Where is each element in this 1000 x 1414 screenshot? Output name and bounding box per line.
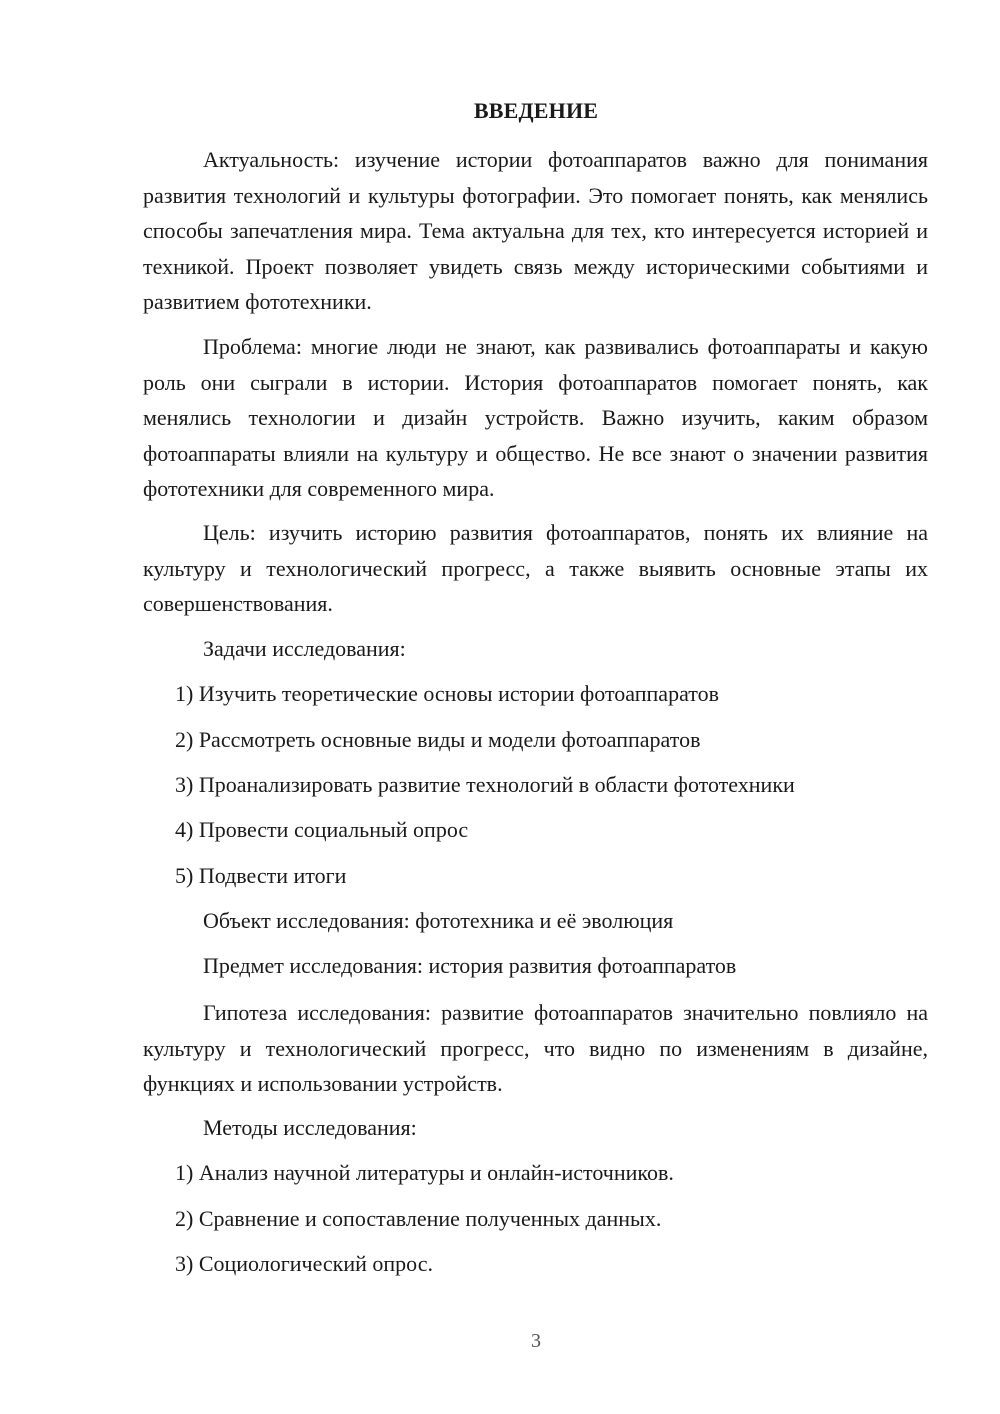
research-subject: Предмет исследования: история развития фотоаппаратов <box>203 953 737 978</box>
research-object: Объект исследования: фототехника и её эволюция <box>203 908 674 933</box>
page-number: 3 <box>531 1330 541 1352</box>
goal-paragraph: Цель: изучить историю развития фотоаппаратов, понять их влияние на культуру и технологический прогресс, а также выявить основные этапы их совершенствования. <box>143 520 928 616</box>
task-item: 4) Провести социальный опрос <box>175 817 469 842</box>
task-item: 2) Рассмотреть основные виды и модели фотоаппаратов <box>175 727 701 752</box>
task-item: 1) Изучить теоретические основы истории фотоаппаратов <box>175 681 719 706</box>
method-item: 1) Анализ научной литературы и онлайн-источников. <box>175 1160 674 1185</box>
hypothesis-paragraph: Гипотеза исследования: развитие фотоаппаратов значительно повлияло на культуру и технологический прогресс, что видно по изменениям в дизайне, функциях и использовании устройств. <box>143 1000 928 1096</box>
relevance-paragraph: Актуальность: изучение истории фотоаппаратов важно для понимания развития технологий и культуры фотографии. Это помогает понять, как менялись способы запечатления мира. Тема актуальна для тех, кто интересуется историей и техникой. Проект позволяет увидеть связь между историческими событиями и развитием фототехники. <box>143 147 928 314</box>
task-item: 3) Проанализировать развитие технологий в области фототехники <box>175 772 795 797</box>
method-item: 3) Социологический опрос. <box>175 1251 433 1276</box>
tasks-heading: Задачи исследования: <box>203 636 406 661</box>
methods-heading: Методы исследования: <box>203 1115 417 1140</box>
problem-paragraph: Проблема: многие люди не знают, как развивались фотоаппараты и какую роль они сыграли в истории. История фотоаппаратов помогает понять, как менялись технологии и дизайн устройств. Важно изучить, каким образом фотоаппараты влияли на культуру и общество. Не все знают о значении развития фототехники для современного мира. <box>143 334 928 501</box>
page-title: ВВЕДЕНИЕ <box>473 98 599 123</box>
task-item: 5) Подвести итоги <box>175 863 347 888</box>
method-item: 2) Сравнение и сопоставление полученных данных. <box>175 1206 662 1231</box>
